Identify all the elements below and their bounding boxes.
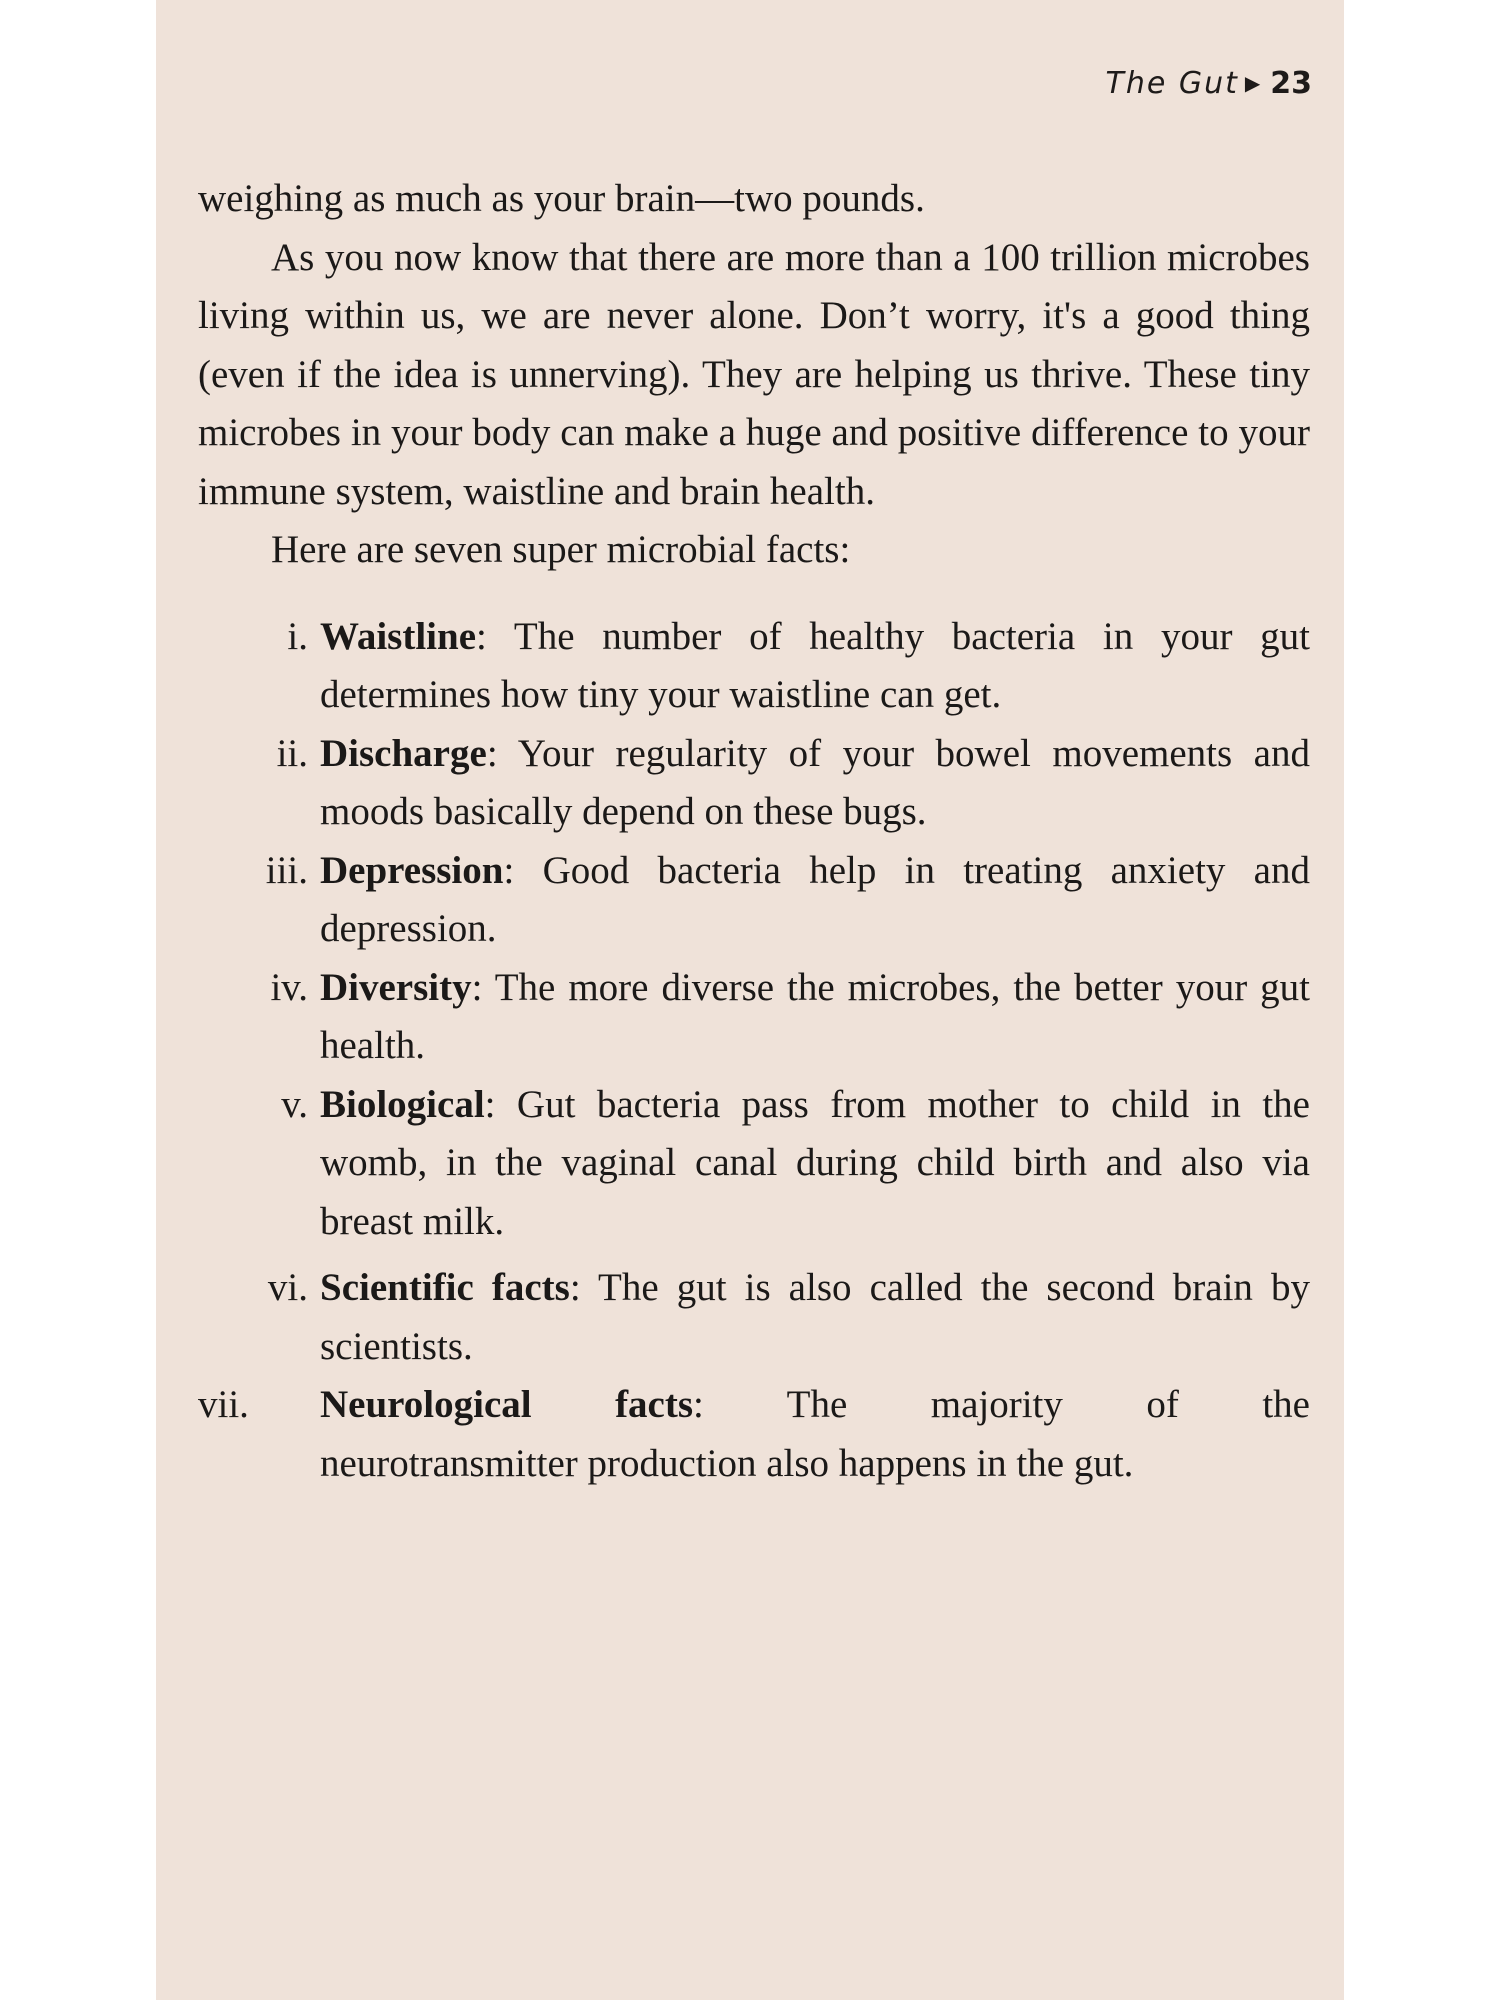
list-item-number: iv. [270,965,308,1009]
body-text [198,170,1310,1493]
list-item-number: vii. [198,1383,249,1426]
facts-list [198,608,1310,1494]
list-item [198,1259,1310,1376]
list-item-term: Depression [320,848,504,892]
list-item-text: : Gut bacteria pass from mother to child in the womb, in the vaginal canal during child birth and also via breast milk. [320,1082,1310,1243]
running-head-section: The Gut [1105,66,1239,101]
list-item-text: : The majority of the [693,1383,1310,1426]
list-item-term: Scientific facts [320,1266,570,1309]
list-item-term: Diversity [320,965,472,1009]
list-item-text-continued: neurotransmitter production also happens in the gut. [320,1441,1134,1485]
list-item-text: : The number of healthy bacteria in your gut determines how tiny your waistline can get. [320,614,1310,716]
list-item [198,608,1310,725]
list-item-text: : The more diverse the microbes, the better your gut health. [320,965,1310,1067]
list-item-term: Biological [320,1082,485,1126]
list-item [198,1376,1310,1493]
list-item-number: vi. [267,1266,308,1309]
list-item [198,959,1310,1076]
list-item-number: ii. [276,731,308,775]
list-item-term: Discharge [320,731,487,775]
list-item-number: iii. [265,848,308,892]
list-item [198,725,1310,842]
list-item-term: Neurological facts [320,1383,694,1426]
list-item [198,1076,1310,1252]
page-number: 23 [1270,66,1312,101]
list-item-term: Waistline [320,614,477,658]
list-item-text: : Your regularity of your bowel movements and moods basically depend on these bugs. [320,731,1310,833]
running-head [1106,66,1313,101]
list-item-number: v. [281,1082,308,1126]
paragraph-continuation: weighing as much as your brain—two pounds. [198,177,925,220]
book-page [156,0,1344,2000]
list-item-number: i. [287,614,308,658]
list-item [198,842,1310,959]
list-item-text: : Good bacteria help in treating anxiety and depression. [320,848,1310,950]
right-arrow-icon: ▶ [1244,70,1263,95]
paragraph-intro-facts: Here are seven super microbial facts: [271,528,851,571]
paragraph-microbes: As you now know that there are more than a 100 trillion microbes living within us, we are never alone. Don’t worry, it's a good thing (even if the idea is unnerving). They are helping us thrive. These tiny microbes in your body can make a huge and positive difference to your immune system, waistline and brain health. [198,235,1310,513]
list-item-text: : The gut is also called the second brain by scientists. [320,1266,1310,1368]
